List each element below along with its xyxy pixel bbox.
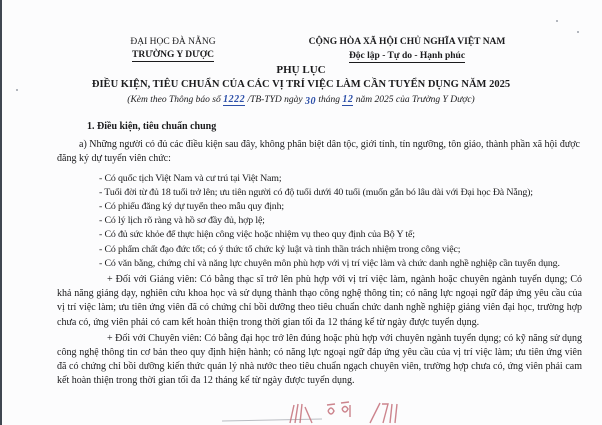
scan-speck — [577, 31, 579, 33]
subtitle-text: /TB-TYD ngày — [245, 95, 305, 105]
title-block — [0, 64, 602, 105]
subtitle-text: tháng — [316, 95, 343, 105]
specialist-requirements-paragraph: + Đối với Chuyên viên: Có bằng đại học trở lên đúng hoặc phù hợp với chuyên ngành tuyển dụng; có kỹ năng sử dụng công nghệ thông tin cơ bản theo quy định hiện hành; có năng lực ngoại ngữ đáp ứng yêu cầu của vị trí việc làm; ưu tiên ứng viên đã có chứng chỉ bồi dưỡng kiến thức quản lý nhà nước theo tiêu chuẩn ngạch chuyên viên, trường hợp chưa có, ứng viên phải cam kết hoàn thiện trong thời gian tối đa 12 tháng kể từ ngày được tuyển dụng. — [57, 332, 582, 387]
subtitle-text: (Kèm theo Thông báo số — [127, 95, 224, 105]
condition-item: - Có đủ sức khỏe để thực hiện công việc hoặc nhiệm vụ theo quy định của Bộ Y tế; — [99, 229, 415, 241]
condition-item: - Có quốc tịch Việt Nam và cư trú tại Việt Nam; — [99, 172, 282, 184]
paragraph-a: a) Những người có đủ các điều kiện sau đây, không phân biệt dân tộc, giới tính, tín ngưỡng, tôn giáo, thành phần xã hội được đăng ký dự tuyển viên chức: — [57, 139, 580, 165]
document-title: ĐIỀU KIỆN, TIÊU CHUẨN CỦA CÁC VỊ TRÍ VIỆC LÀM CẦN TUYỂN DỤNG NĂM 2025 — [91, 79, 511, 90]
document-subtitle — [0, 94, 602, 105]
handwritten-month: 12 — [342, 94, 354, 105]
lecturer-requirements-paragraph: + Đối với Giảng viên: Có bằng thạc sĩ trở lên phù hợp với vị trí việc làm, ngành hoặc chuyên ngành tuyển dụng; Có khả năng giảng dạy, nghiên cứu khoa học và sử dụng thành thạo công nghệ thông tin; có năng lực ngoại ngữ đáp ứng yêu cầu của vị trí việc làm; ưu tiên ứng viên đã có chứng chỉ bồi dưỡng theo tiêu chuẩn chức danh nghề nghiệp giảng viên đại học, trường hợp chưa có, ứng viên phải có cam kết hoàn thiện trong thời gian tối đa 12 tháng kể từ ngày được tuyển dụng. — [57, 274, 582, 328]
national-motto-block — [281, 36, 533, 63]
appendix-label: PHỤ LỤC — [276, 64, 326, 76]
national-motto-text: Độc lập - Tự do - Hạnh phúc — [348, 50, 466, 61]
org-name — [88, 49, 258, 62]
handwritten-day: 30 — [305, 96, 316, 107]
condition-item: - Có phiếu đăng ký dự tuyển theo mẫu quy định; — [99, 201, 284, 213]
scan-speck — [556, 20, 558, 22]
national-title: CỘNG HÒA XÃ HỘI CHỦ NGHĨA VIỆT NAM — [308, 37, 506, 47]
condition-item: - Có văn bằng, chứng chỉ và năng lực chuyên môn phù hợp với vị trí việc làm và chức danh nghề nghiệp cần tuyển dụng. — [99, 257, 560, 269]
org-name-text: TRƯỜNG Y DƯỢC — [132, 50, 214, 60]
subtitle-text: năm 2025 của Trường Y Dược) — [353, 95, 475, 105]
org-parent-name: ĐẠI HỌC ĐÀ NẴNG — [130, 37, 216, 47]
condition-item: - Tuổi đời từ đủ 18 tuổi trở lên; ưu tiên người có độ tuổi dưới 40 tuổi (muốn gắn bó lâu dài với Đại học Đà Nẵng); — [99, 186, 533, 198]
national-motto — [281, 50, 533, 64]
condition-item: - Có lý lịch rõ ràng và hồ sơ đầy đủ, hợp lệ; — [99, 215, 265, 227]
section-heading: 1. Điều kiện, tiêu chuẩn chung — [87, 121, 217, 132]
handwritten-number: 1222 — [223, 94, 246, 105]
document-body — [57, 120, 582, 389]
condition-item: - Có phẩm chất đạo đức tốt; có ý thức tổ chức kỷ luật và tinh thần trách nhiệm trong công việc; — [99, 243, 461, 255]
issuing-org-block — [88, 36, 258, 62]
red-ink-marks — [210, 395, 410, 425]
